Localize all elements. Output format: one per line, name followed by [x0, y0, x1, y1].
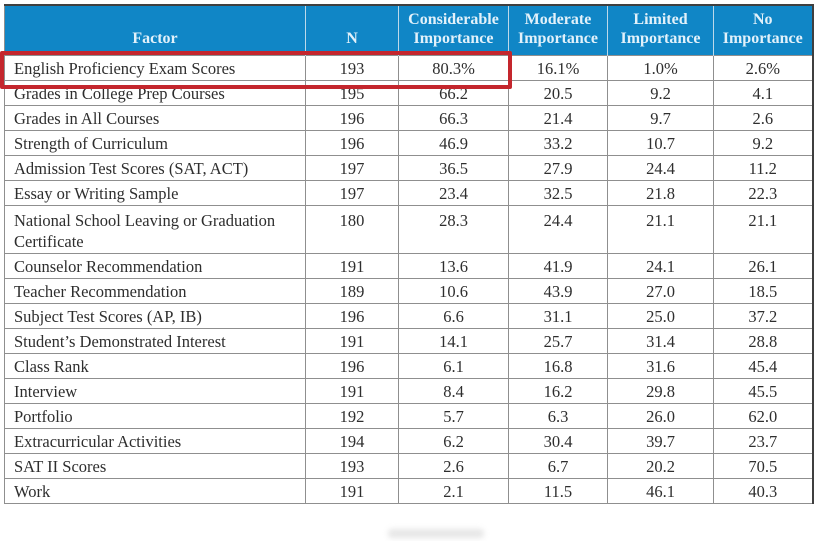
table-row [5, 254, 813, 279]
table-row [5, 479, 813, 504]
table-row [5, 181, 813, 206]
cell-factor: Grades in All Courses [5, 106, 306, 131]
cell-moderate-importance: 30.4 [509, 429, 608, 454]
cell-no-importance: 62.0 [714, 404, 813, 429]
header-factor: Factor [5, 5, 306, 56]
cell-no-importance: 4.1 [714, 81, 813, 106]
cell-considerable-importance: 80.3% [399, 56, 509, 81]
bottom-artifact [388, 529, 484, 538]
table-row [5, 379, 813, 404]
cell-factor: Class Rank [5, 354, 306, 379]
cell-considerable-importance: 6.2 [399, 429, 509, 454]
cell-no-importance: 37.2 [714, 304, 813, 329]
cell-moderate-importance: 27.9 [509, 156, 608, 181]
cell-factor: Teacher Recommendation [5, 279, 306, 304]
cell-limited-importance: 24.4 [608, 156, 714, 181]
cell-n: 193 [306, 454, 399, 479]
cell-no-importance: 2.6% [714, 56, 813, 81]
cell-moderate-importance: 6.3 [509, 404, 608, 429]
cell-factor: Work [5, 479, 306, 504]
cell-no-importance: 9.2 [714, 131, 813, 156]
cell-considerable-importance: 6.1 [399, 354, 509, 379]
cell-factor: National School Leaving or Graduation Certificate [5, 206, 306, 254]
cell-limited-importance: 21.8 [608, 181, 714, 206]
table-row [5, 429, 813, 454]
cell-considerable-importance: 13.6 [399, 254, 509, 279]
cell-moderate-importance: 20.5 [509, 81, 608, 106]
table-row [5, 279, 813, 304]
header-limited-importance: Limited Importance [608, 5, 714, 56]
table-row [5, 206, 813, 254]
cell-limited-importance: 10.7 [608, 131, 714, 156]
cell-n: 191 [306, 329, 399, 354]
cell-no-importance: 40.3 [714, 479, 813, 504]
cell-limited-importance: 29.8 [608, 379, 714, 404]
cell-no-importance: 28.8 [714, 329, 813, 354]
cell-considerable-importance: 8.4 [399, 379, 509, 404]
cell-considerable-importance: 66.3 [399, 106, 509, 131]
cell-no-importance: 22.3 [714, 181, 813, 206]
cell-no-importance: 26.1 [714, 254, 813, 279]
table-row [5, 81, 813, 106]
table-row [5, 304, 813, 329]
cell-n: 196 [306, 354, 399, 379]
cell-factor: Grades in College Prep Courses [5, 81, 306, 106]
cell-factor: Interview [5, 379, 306, 404]
cell-moderate-importance: 32.5 [509, 181, 608, 206]
header-no-importance: No Importance [714, 5, 813, 56]
cell-n: 180 [306, 206, 399, 254]
table-row [5, 131, 813, 156]
table-row [5, 156, 813, 181]
cell-considerable-importance: 6.6 [399, 304, 509, 329]
cell-considerable-importance: 2.6 [399, 454, 509, 479]
cell-factor: Counselor Recommendation [5, 254, 306, 279]
cell-considerable-importance: 46.9 [399, 131, 509, 156]
cell-moderate-importance: 31.1 [509, 304, 608, 329]
cell-n: 191 [306, 479, 399, 504]
cell-n: 197 [306, 156, 399, 181]
cell-limited-importance: 31.4 [608, 329, 714, 354]
cell-factor: SAT II Scores [5, 454, 306, 479]
cell-considerable-importance: 2.1 [399, 479, 509, 504]
cell-moderate-importance: 21.4 [509, 106, 608, 131]
cell-moderate-importance: 33.2 [509, 131, 608, 156]
header-n: N [306, 5, 399, 56]
table-row [5, 404, 813, 429]
cell-moderate-importance: 11.5 [509, 479, 608, 504]
cell-limited-importance: 39.7 [608, 429, 714, 454]
table-row [5, 329, 813, 354]
cell-limited-importance: 26.0 [608, 404, 714, 429]
cell-n: 196 [306, 131, 399, 156]
cell-considerable-importance: 28.3 [399, 206, 509, 254]
cell-considerable-importance: 36.5 [399, 156, 509, 181]
cell-limited-importance: 20.2 [608, 454, 714, 479]
admission-factors-table [4, 4, 814, 504]
cell-factor: Essay or Writing Sample [5, 181, 306, 206]
cell-moderate-importance: 16.1% [509, 56, 608, 81]
table-body [5, 56, 813, 504]
cell-limited-importance: 9.2 [608, 81, 714, 106]
cell-factor: Student’s Demonstrated Interest [5, 329, 306, 354]
cell-no-importance: 18.5 [714, 279, 813, 304]
cell-factor: Subject Test Scores (AP, IB) [5, 304, 306, 329]
header-row [5, 5, 813, 56]
cell-no-importance: 70.5 [714, 454, 813, 479]
cell-n: 191 [306, 254, 399, 279]
cell-n: 193 [306, 56, 399, 81]
cell-no-importance: 11.2 [714, 156, 813, 181]
cell-limited-importance: 25.0 [608, 304, 714, 329]
cell-considerable-importance: 5.7 [399, 404, 509, 429]
cell-no-importance: 45.4 [714, 354, 813, 379]
cell-n: 191 [306, 379, 399, 404]
cell-moderate-importance: 43.9 [509, 279, 608, 304]
cell-considerable-importance: 23.4 [399, 181, 509, 206]
cell-factor: Strength of Curriculum [5, 131, 306, 156]
cell-moderate-importance: 41.9 [509, 254, 608, 279]
cell-considerable-importance: 14.1 [399, 329, 509, 354]
cell-limited-importance: 1.0% [608, 56, 714, 81]
table-row [5, 354, 813, 379]
cell-no-importance: 23.7 [714, 429, 813, 454]
table-row [5, 454, 813, 479]
header-moderate-importance: Moderate Importance [509, 5, 608, 56]
cell-considerable-importance: 66.2 [399, 81, 509, 106]
table-row [5, 106, 813, 131]
table-header [5, 5, 813, 56]
cell-moderate-importance: 16.2 [509, 379, 608, 404]
cell-considerable-importance: 10.6 [399, 279, 509, 304]
cell-n: 197 [306, 181, 399, 206]
cell-moderate-importance: 16.8 [509, 354, 608, 379]
cell-n: 195 [306, 81, 399, 106]
cell-moderate-importance: 25.7 [509, 329, 608, 354]
cell-n: 189 [306, 279, 399, 304]
table-row-highlighted [5, 56, 813, 81]
cell-no-importance: 2.6 [714, 106, 813, 131]
cell-factor: English Proficiency Exam Scores [5, 56, 306, 81]
cell-limited-importance: 21.1 [608, 206, 714, 254]
cell-moderate-importance: 6.7 [509, 454, 608, 479]
cell-factor: Admission Test Scores (SAT, ACT) [5, 156, 306, 181]
cell-factor: Portfolio [5, 404, 306, 429]
cell-limited-importance: 27.0 [608, 279, 714, 304]
cell-factor: Extracurricular Activities [5, 429, 306, 454]
cell-moderate-importance: 24.4 [509, 206, 608, 254]
cell-n: 196 [306, 106, 399, 131]
cell-no-importance: 21.1 [714, 206, 813, 254]
cell-limited-importance: 46.1 [608, 479, 714, 504]
cell-n: 196 [306, 304, 399, 329]
cell-no-importance: 45.5 [714, 379, 813, 404]
header-considerable-importance: Considerable Importance [399, 5, 509, 56]
cell-limited-importance: 31.6 [608, 354, 714, 379]
cell-limited-importance: 9.7 [608, 106, 714, 131]
cell-n: 192 [306, 404, 399, 429]
cell-limited-importance: 24.1 [608, 254, 714, 279]
cell-n: 194 [306, 429, 399, 454]
